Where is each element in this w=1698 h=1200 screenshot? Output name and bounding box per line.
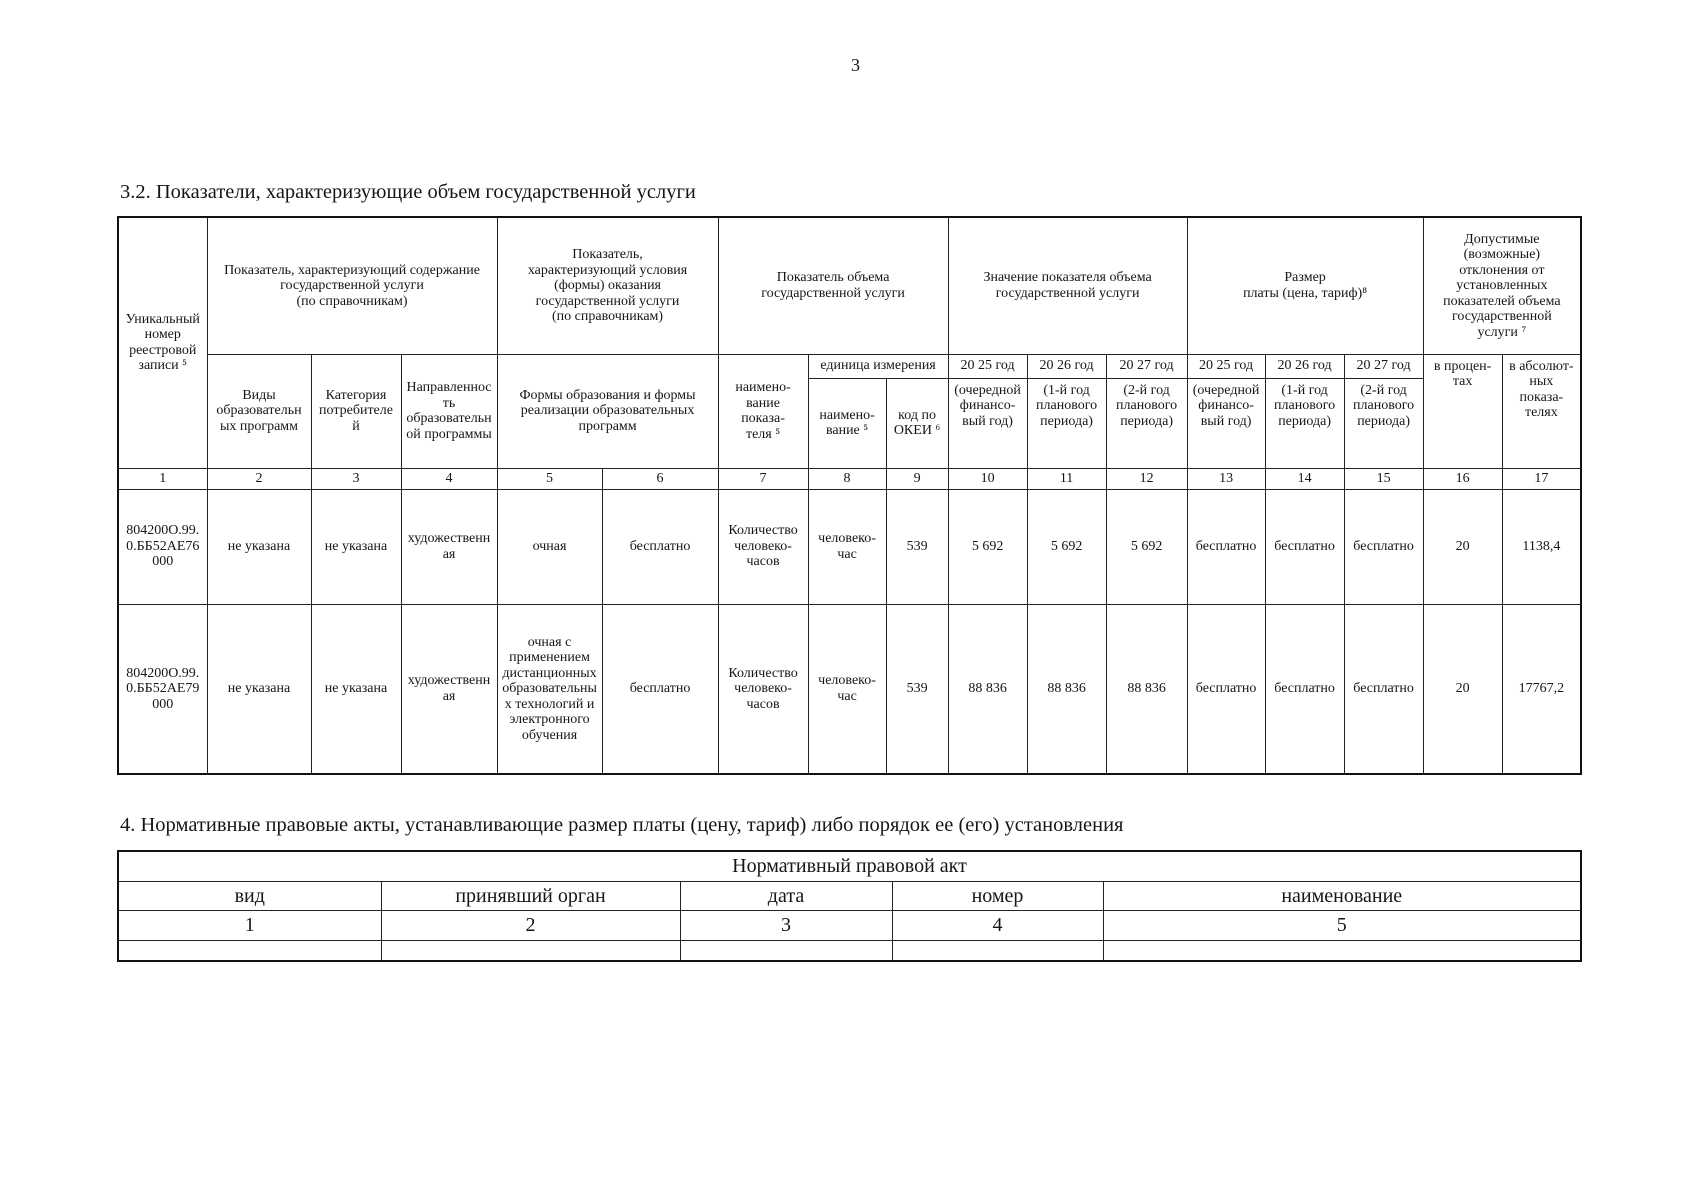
- header-conditions-indicator: Показатель, характеризующий условия (формы) оказания государственной услуги (по справочникам): [497, 217, 718, 354]
- volume-indicators-table: [117, 216, 1582, 775]
- header-unique-number: Уникальный номер реестровой записи ⁵: [118, 217, 207, 468]
- header-okei-code: код по ОКЕИ ⁶: [886, 378, 948, 468]
- column-number: 5: [1103, 910, 1581, 940]
- header-consumer-category: Категория потребителе й: [311, 354, 401, 468]
- legal-acts-table: [117, 850, 1582, 962]
- header-value-period-plan-2: (2-й год планового периода): [1106, 378, 1187, 468]
- cell-fee-2027: бесплатно: [1344, 604, 1423, 774]
- header-act-type: вид: [118, 881, 381, 910]
- column-number: 12: [1106, 468, 1187, 489]
- cell-registry-number: 804200О.99. 0.ББ52АЕ76 000: [118, 489, 207, 604]
- header-value-year-2027: 20 27 год: [1106, 354, 1187, 378]
- column-number: 8: [808, 468, 886, 489]
- table-row: [118, 489, 1581, 604]
- header-program-focus: Направленнос ть образовательн ой программы: [401, 354, 497, 468]
- cell-program-type: не указана: [207, 489, 311, 604]
- cell-act-date: [680, 940, 892, 961]
- cell-program-type: не указана: [207, 604, 311, 774]
- cell-indicator-name: Количество человеко- часов: [718, 489, 808, 604]
- column-number: 4: [892, 910, 1103, 940]
- column-numbers-row: [118, 468, 1581, 489]
- cell-fee-2026: бесплатно: [1265, 604, 1344, 774]
- cell-value-2025: 5 692: [948, 489, 1027, 604]
- cell-okei-code: 539: [886, 489, 948, 604]
- header-volume-value: Значение показателя объема государственной услуги: [948, 217, 1187, 354]
- page-number: 3: [851, 55, 860, 75]
- cell-unit-name: человеко- час: [808, 489, 886, 604]
- column-number: 14: [1265, 468, 1344, 489]
- header-volume-indicator: Показатель объема государственной услуги: [718, 217, 948, 354]
- header-indicator-name: наимено- вание показа- теля ⁵: [718, 354, 808, 468]
- column-number: 3: [311, 468, 401, 489]
- section-title-legal-acts: 4. Нормативные правовые акты, устанавливающие размер платы (цену, тариф) либо порядок ее (его) установления: [120, 814, 1124, 836]
- cell-okei-code: 539: [886, 604, 948, 774]
- header-deviation-percent: в процен- тах: [1423, 354, 1502, 468]
- header-content-indicator: Показатель, характеризующий содержание государственной услуги (по справочникам): [207, 217, 497, 354]
- header-fee-year-2027: 20 27 год: [1344, 354, 1423, 378]
- cell-education-form: очная с применением дистанционных образовательны х технологий и электронного обучения: [497, 604, 602, 774]
- column-number: 10: [948, 468, 1027, 489]
- cell-consumer-category: не указана: [311, 489, 401, 604]
- cell-value-2027: 88 836: [1106, 604, 1187, 774]
- column-number: 11: [1027, 468, 1106, 489]
- header-value-period-plan-1: (1-й год планового периода): [1027, 378, 1106, 468]
- header-value-year-2025: 20 25 год: [948, 354, 1027, 378]
- header-row: [118, 851, 1581, 881]
- column-number: 2: [207, 468, 311, 489]
- header-education-forms: Формы образования и формы реализации образовательных программ: [497, 354, 718, 468]
- header-fee-year-2025: 20 25 год: [1187, 354, 1265, 378]
- header-unit-name: наимено- вание ⁵: [808, 378, 886, 468]
- column-number: 13: [1187, 468, 1265, 489]
- cell-deviation-absolute: 17767,2: [1502, 604, 1581, 774]
- header-allowed-deviations: Допустимые (возможные) отклонения от установленных показателей объема государственной услуги ⁷: [1423, 217, 1581, 354]
- column-number: 1: [118, 468, 207, 489]
- header-row: [118, 881, 1581, 910]
- cell-act-type: [118, 940, 381, 961]
- column-number: 6: [602, 468, 718, 489]
- column-number: 15: [1344, 468, 1423, 489]
- column-number: 7: [718, 468, 808, 489]
- header-row: [118, 354, 1581, 378]
- column-number: 3: [680, 910, 892, 940]
- cell-deviation-percent: 20: [1423, 604, 1502, 774]
- header-act-number: номер: [892, 881, 1103, 910]
- cell-fee-2026: бесплатно: [1265, 489, 1344, 604]
- header-value-year-2026: 20 26 год: [1027, 354, 1106, 378]
- column-number: 2: [381, 910, 680, 940]
- cell-value-2025: 88 836: [948, 604, 1027, 774]
- cell-value-2027: 5 692: [1106, 489, 1187, 604]
- cell-fee-2025: бесплатно: [1187, 489, 1265, 604]
- table-row: [118, 604, 1581, 774]
- column-number: 5: [497, 468, 602, 489]
- header-fee-period-current: (очередной финансо- вый год): [1187, 378, 1265, 468]
- header-value-period-current: (очередной финансо- вый год): [948, 378, 1027, 468]
- cell-payment-form: бесплатно: [602, 604, 718, 774]
- header-legal-act: Нормативный правовой акт: [118, 851, 1581, 881]
- cell-program-focus: художественн ая: [401, 489, 497, 604]
- column-number: 16: [1423, 468, 1502, 489]
- header-fee-year-2026: 20 26 год: [1265, 354, 1344, 378]
- section-title-volume-indicators: 3.2. Показатели, характеризующие объем государственной услуги: [120, 181, 696, 203]
- header-unit-of-measure: единица измерения: [808, 354, 948, 378]
- column-number: 9: [886, 468, 948, 489]
- header-act-title: наименование: [1103, 881, 1581, 910]
- cell-program-focus: художественн ая: [401, 604, 497, 774]
- column-number: 17: [1502, 468, 1581, 489]
- header-issuing-body: принявший орган: [381, 881, 680, 910]
- header-fee-period-plan-1: (1-й год планового периода): [1265, 378, 1344, 468]
- cell-payment-form: бесплатно: [602, 489, 718, 604]
- column-number: 1: [118, 910, 381, 940]
- cell-unit-name: человеко- час: [808, 604, 886, 774]
- cell-issuing-body: [381, 940, 680, 961]
- cell-registry-number: 804200О.99. 0.ББ52АЕ79 000: [118, 604, 207, 774]
- cell-fee-2025: бесплатно: [1187, 604, 1265, 774]
- cell-act-title: [1103, 940, 1581, 961]
- header-fee-period-plan-2: (2-й год планового периода): [1344, 378, 1423, 468]
- column-number: 4: [401, 468, 497, 489]
- header-deviation-absolute: в абсолют- ных показа- телях: [1502, 354, 1581, 468]
- cell-education-form: очная: [497, 489, 602, 604]
- column-numbers-row: [118, 910, 1581, 940]
- cell-value-2026: 88 836: [1027, 604, 1106, 774]
- cell-deviation-absolute: 1138,4: [1502, 489, 1581, 604]
- cell-fee-2027: бесплатно: [1344, 489, 1423, 604]
- header-fee-size: Размер платы (цена, тариф)⁸: [1187, 217, 1423, 354]
- cell-indicator-name: Количество человеко- часов: [718, 604, 808, 774]
- table-row: [118, 940, 1581, 961]
- cell-deviation-percent: 20: [1423, 489, 1502, 604]
- header-program-type: Виды образовательн ых программ: [207, 354, 311, 468]
- header-row: [118, 217, 1581, 354]
- cell-value-2026: 5 692: [1027, 489, 1106, 604]
- cell-consumer-category: не указана: [311, 604, 401, 774]
- cell-act-number: [892, 940, 1103, 961]
- header-act-date: дата: [680, 881, 892, 910]
